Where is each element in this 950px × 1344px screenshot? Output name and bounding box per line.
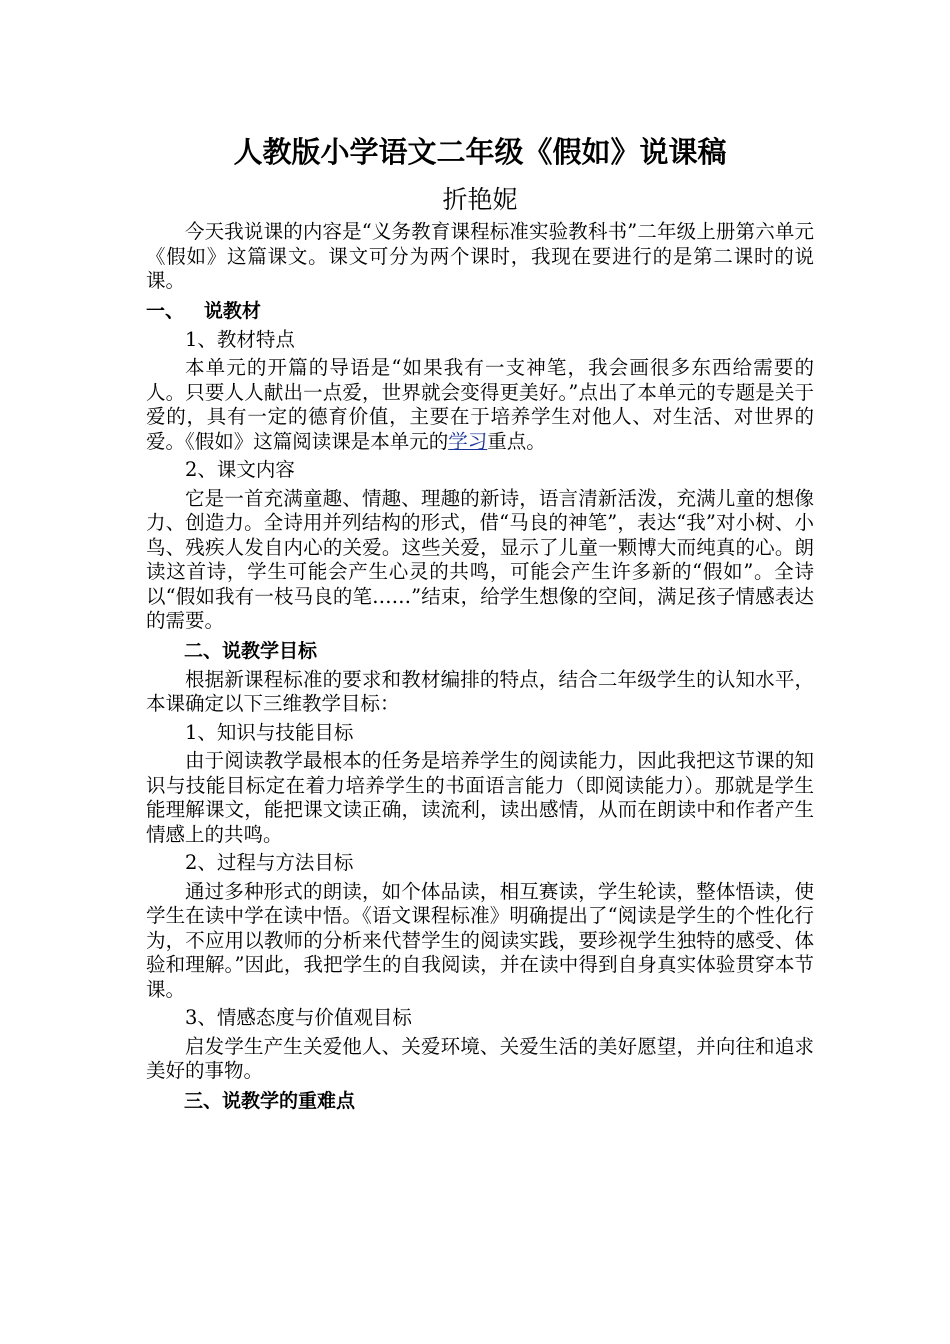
paragraph-textbook-features xyxy=(146,356,814,454)
paragraph-goals-intro: 根据新课程标准的要求和教材编排的特点，结合二年级学生的认知水平，本课确定以下三维教学目标： xyxy=(146,667,814,715)
paragraph-knowledge-goal: 由于阅读教学最根本的任务是培养学生的阅读能力，因此我把这节课的知识与技能目标定在着力培养学生的书面语言能力（即阅读能力）。那就是学生能理解课文，能把课文读正确，读流利，读出感情，从而在朗读中和作者产生情感上的共鸣。 xyxy=(146,749,814,846)
subheading-knowledge-goal: 1、知识与技能目标 xyxy=(185,720,354,744)
paragraph-text-content: 它是一首充满童趣、情趣、理趣的新诗，语言清新活泼，充满儿童的想像力、创造力。全诗用并列结构的形式，借“马良的神笔”，表达“我”对小树、小鸟、残疾人发自内心的关爱。这些关爱，显示了儿童一颗博大而纯真的心。朗读这首诗，学生可能会产生心灵的共鸣，可能会产生许多新的“假如”。全诗以“假如我有一枝马良的笔……”结束，给学生想像的空间，满足孩子情感表达的需要。 xyxy=(146,486,814,632)
subheading-textbook-features: 1、教材特点 xyxy=(185,327,295,351)
document-title: 人教版小学语文二年级《假如》说课稿 xyxy=(233,135,727,169)
document-page xyxy=(146,128,814,1118)
section-heading-goals: 二、说教学目标 xyxy=(184,639,318,662)
paragraph-emotion-goal: 启发学生产生关爱他人、关爱环境、关爱生活的美好愿望，并向往和追求美好的事物。 xyxy=(146,1034,814,1082)
subheading-emotion-goal: 3、情感态度与价值观目标 xyxy=(185,1006,412,1029)
section-heading-textbook: 一、 说教材 xyxy=(146,299,261,322)
document-author: 折艳妮 xyxy=(442,185,518,214)
study-link[interactable]: 学习 xyxy=(448,429,488,453)
paragraph-process-goal: 通过多种形式的朗读，如个体品读，相互赛读，学生轮读，整体悟读，使学生在读中学在读中悟。《语文课程标准》明确提出了“阅读是学生的个性化行为，不应用以教师的分析来代替学生的阅读实践，要珍视学生独特的感受、体验和理解。”因此，我把学生的自我阅读，并在读中得到自身真实体验贯穿本节课。 xyxy=(146,879,814,1001)
paragraph-text: 重点。 xyxy=(487,429,546,453)
intro-paragraph: 今天我说课的内容是“义务教育课程标准实验教科书”二年级上册第六单元《假如》这篇课文。课文可分为两个课时，我现在要进行的是第二课时的说课。 xyxy=(146,220,814,292)
subheading-process-goal: 2、过程与方法目标 xyxy=(185,851,354,874)
paragraph-text: 本单元的开篇的导语是“如果我有一支神笔，我会画很多东西给需要的人。只要人人献出一点爱，世界就会变得更美好。”点出了本单元的专题是关于爱的，具有一定的德育价值，主要在于培养学生对他人、对生活、对世界的爱。《假如》这篇阅读课是本单元的 xyxy=(146,356,814,453)
section-heading-key-points: 三、说教学的重难点 xyxy=(184,1089,356,1112)
subheading-text-content: 2、课文内容 xyxy=(185,458,295,481)
